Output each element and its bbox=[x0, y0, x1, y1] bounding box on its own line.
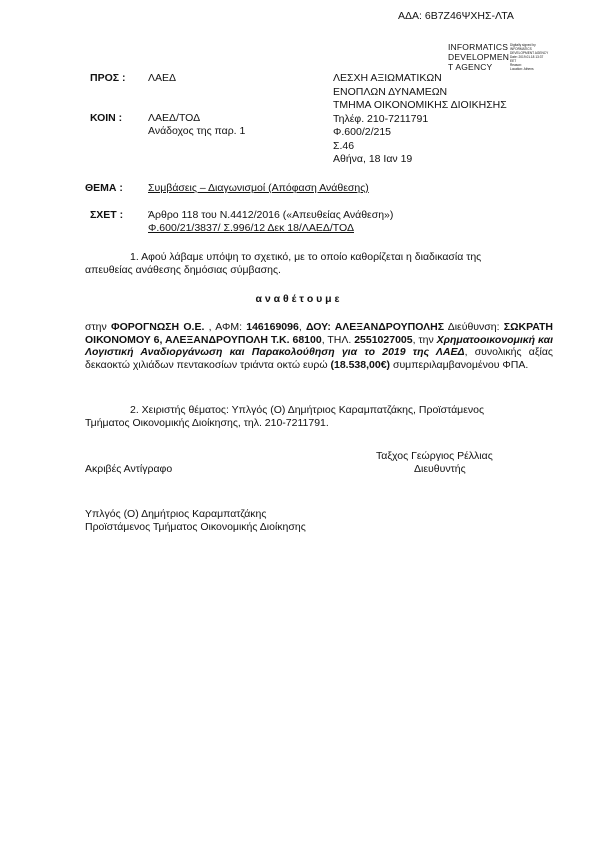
award-text: , ΤΗΛ. bbox=[321, 333, 355, 346]
paragraph-1-line: 1. Αφού λάβαμε υπόψη το σχετικό, με το οποίο καθορίζεται η διαδικασία της bbox=[130, 251, 482, 263]
koin-line: Ανάδοχος της παρ. 1 bbox=[148, 125, 246, 137]
award-text: συμπεριλαμβανομένου ΦΠΑ. bbox=[390, 358, 529, 371]
sender-block bbox=[333, 72, 507, 167]
true-copy-label: Ακριβές Αντίγραφο bbox=[85, 463, 173, 475]
signature-detail-line: Digitally signed by bbox=[510, 43, 536, 47]
contract-amount: (18.538,00€) bbox=[330, 358, 391, 371]
logo-line: DEVELOPMEN bbox=[448, 52, 510, 62]
company-phone: 2551027005 bbox=[354, 333, 413, 346]
signature-detail-line: EET bbox=[510, 59, 517, 63]
paragraph-2-line: 2. Χειριστής θέματος: Υπλγός (Ο) Δημήτριος Καραμπατζάκης, Προϊστάμενος bbox=[130, 404, 485, 416]
award-text: , την bbox=[412, 333, 437, 346]
sender-line: ΛΕΣΧΗ ΑΞΙΩΜΑΤΙΚΩΝ bbox=[333, 72, 442, 84]
award-text: , ΑΦΜ: bbox=[204, 321, 247, 333]
sender-file-number: Φ.600/2/215 bbox=[333, 126, 392, 138]
pros-value: ΛΑΕΔ bbox=[148, 72, 177, 84]
award-text: στην bbox=[85, 321, 111, 333]
signature-detail-line: DEVELOPMENT AGENCY bbox=[510, 51, 549, 55]
signature-detail-line: INFORMATICS bbox=[510, 47, 532, 51]
sxet-line: Φ.600/21/3837/ Σ.996/12 Δεκ 18/ΛΑΕΔ/ΤΟΔ bbox=[148, 222, 354, 234]
logo-line: INFORMATICS bbox=[448, 42, 509, 52]
signature-detail-line: Location: Athens bbox=[510, 67, 534, 71]
tax-office: ΔΟΥ: ΑΛΕΞΑΝΔΡΟΥΠΟΛΗΣ bbox=[305, 321, 445, 333]
sender-reference: Σ.46 bbox=[333, 139, 355, 152]
signature-logo-text bbox=[448, 42, 509, 72]
ada-code: ΑΔΑ: 6Β7Ζ46ΨΧΗΣ-ΛΤΑ bbox=[398, 10, 514, 22]
sender-phone: Τηλέφ. 210-7211791 bbox=[333, 112, 429, 125]
copy-certifier-name: Υπλγός (Ο) Δημήτριος Καραμπατζάκης bbox=[85, 508, 267, 520]
sender-date: Αθήνα, 18 Ιαν 19 bbox=[333, 153, 413, 165]
copy-certifier-title: Προϊστάμενος Τμήματος Οικονομικής Διοίκησης bbox=[85, 521, 306, 533]
award-paragraph bbox=[85, 321, 553, 371]
sxet-label: ΣΧΕΤ : bbox=[90, 209, 124, 221]
service-description: Χρηματοοικονομική και Λογιστική Αναδιοργάνωση και Παρακολούθηση για το 2019 της ΛΑΕΔ bbox=[85, 333, 553, 358]
signature-details bbox=[510, 43, 550, 71]
koin-label: ΚΟΙΝ : bbox=[90, 112, 123, 124]
thema-label: ΘΕΜΑ : bbox=[85, 182, 123, 194]
signatory-title: Διευθυντής bbox=[414, 463, 466, 475]
thema-value: Συμβάσεις – Διαγωνισμοί (Απόφαση Ανάθεσης) bbox=[148, 182, 369, 194]
decision-heading: α ν α θ έ τ ο υ μ ε bbox=[255, 293, 340, 305]
signature-detail-line: Reason: bbox=[510, 63, 522, 67]
pros-label: ΠΡΟΣ : bbox=[90, 72, 126, 84]
sender-line: ΕΝΟΠΛΩΝ ΔΥΝΑΜΕΩΝ bbox=[333, 85, 448, 98]
company-address: ΣΩΚΡΑΤΗ ΟΙΚΟΝΟΜΟΥ 6, ΑΛΕΞΑΝΔΡΟΥΠΟΛΗ Τ.Κ. 68100 bbox=[85, 321, 554, 346]
paragraph-1-line: απευθείας ανάθεσης δημόσιας σύμβασης. bbox=[85, 264, 281, 276]
award-text: , συνολικής αξίας δεκαοκτώ χιλιάδων πεντακοσίων τριάντα οκτώ ευρώ bbox=[85, 346, 553, 371]
signatory-name: Ταξχος Γεώργιος Ρέλλιας bbox=[376, 450, 493, 462]
koin-line: ΛΑΕΔ/ΤΟΔ bbox=[148, 112, 201, 124]
company-name: ΦΟΡΟΓΝΩΣΗ Ο.Ε. bbox=[110, 321, 205, 333]
award-text: , bbox=[298, 321, 306, 333]
signature-detail-line: Date: 2019.01.18 13:37 bbox=[510, 55, 544, 59]
paragraph-2-line: Τμήματος Οικονομικής Διοίκησης, τηλ. 210-7211791. bbox=[85, 417, 329, 429]
sender-line: ΤΜΗΜΑ ΟΙΚΟΝΟΜΙΚΗΣ ΔΙΟΙΚΗΣΗΣ bbox=[333, 99, 507, 111]
award-text: Διεύθυνση: bbox=[444, 321, 504, 333]
tax-id: 146169096 bbox=[246, 321, 299, 333]
sxet-line: Άρθρο 118 του Ν.4412/2016 («Απευθείας Ανάθεση») bbox=[148, 209, 394, 221]
logo-line: T AGENCY bbox=[448, 62, 493, 72]
